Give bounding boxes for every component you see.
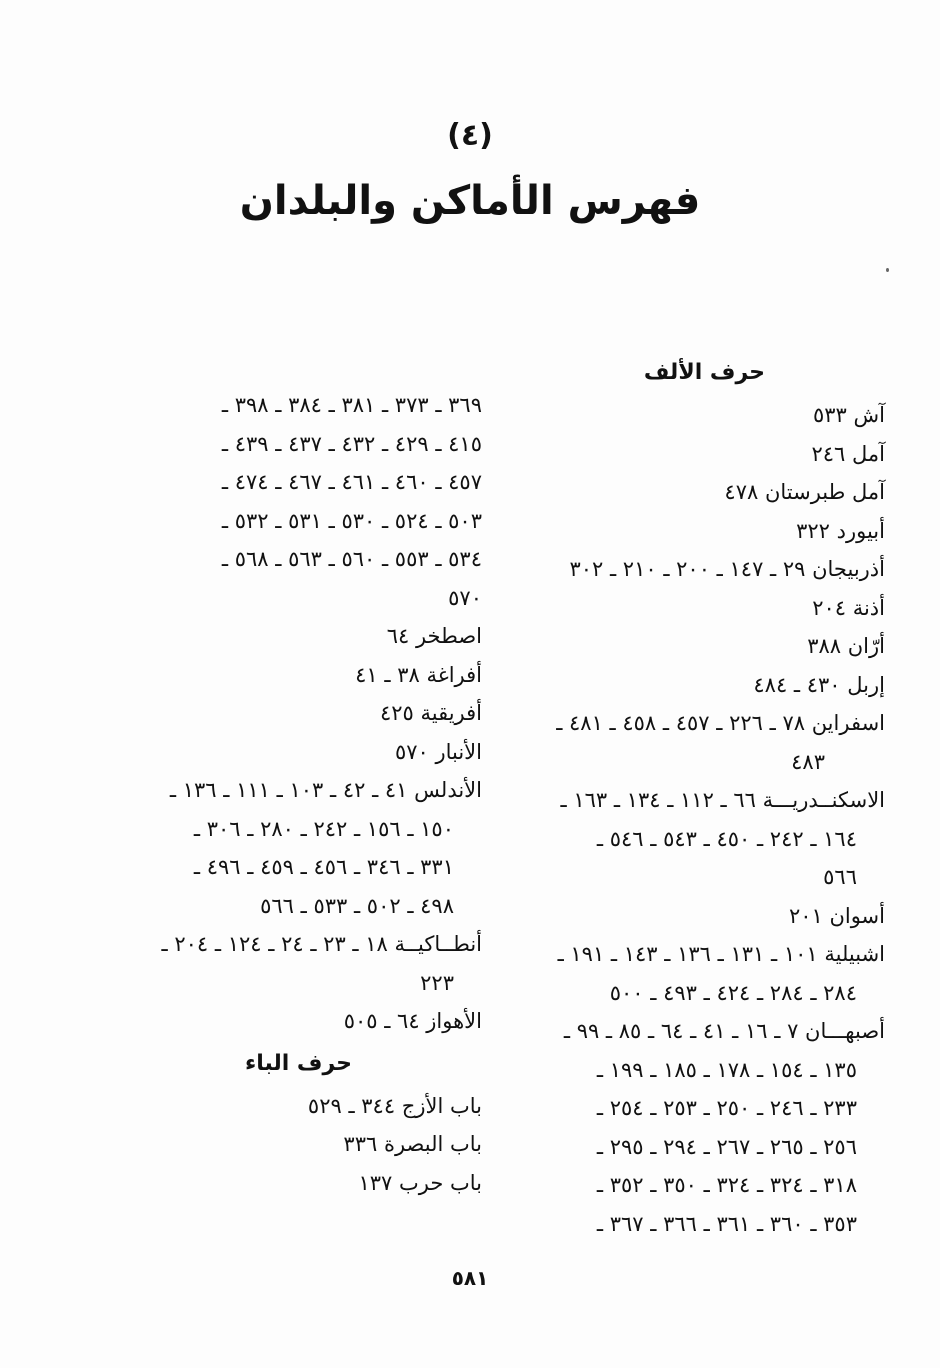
index-entry-continuation: ١٣٥ ـ ١٥٤ ـ ١٧٨ ـ ١٨٥ ـ ١٩٩ ـ <box>596 1057 857 1082</box>
index-entry: باب البصرة ٣٣٦ <box>343 1132 482 1156</box>
index-entry-continuation: ٢٣٣ ـ ٢٤٦ ـ ٢٥٠ ـ ٢٥٣ ـ ٢٥٤ ـ <box>596 1096 857 1120</box>
index-entry: الأهواز ٦٤ ـ ٥٠٥ <box>343 1009 482 1033</box>
right-column <box>525 350 885 1243</box>
index-entry-continuation: ٥٠٣ ـ ٥٢٤ ـ ٥٣٠ ـ ٥٣١ ـ ٥٣٢ ـ <box>221 508 482 533</box>
index-entry-continuation: ١٦٤ ـ ٢٤٢ ـ ٤٥٠ ـ ٥٤٣ ـ ٥٤٦ ـ <box>596 826 857 851</box>
section-title-alif: حرف الألف <box>643 360 765 385</box>
index-entry-continuation: ٥٣٤ ـ ٥٥٣ ـ ٥٦٠ ـ ٥٦٣ ـ ٥٦٨ ـ <box>221 547 482 571</box>
index-entry-continuation: ١٥٠ ـ ١٥٦ ـ ٢٤٢ ـ ٢٨٠ ـ ٣٠٦ ـ <box>193 816 454 841</box>
index-entry: اشبيلية ١٠١ ـ ١٣١ ـ ١٣٦ ـ ١٤٣ ـ ١٩١ ـ <box>557 942 885 966</box>
index-entry-continuation: ٣٦٩ ـ ٣٧٣ ـ ٣٨١ ـ ٣٨٤ ـ ٣٩٨ ـ <box>221 393 482 417</box>
index-entry: باب الأزج ٣٤٤ ـ ٥٢٩ <box>307 1093 482 1118</box>
index-entry-continuation: ٢٨٤ ـ ٢٨٤ ـ ٤٢٤ ـ ٤٩٣ ـ ٥٠٠ <box>609 980 857 1005</box>
index-entry-continuation: ٤٩٨ ـ ٥٠٢ ـ ٥٣٣ ـ ٥٦٦ <box>260 893 454 918</box>
index-entry-continuation: ٥٦٦ <box>823 865 857 889</box>
page-title: فهرس الأماكن والبلدان <box>239 178 701 224</box>
index-entry-continuation: ٤٥٧ ـ ٤٦٠ ـ ٤٦١ ـ ٤٦٧ ـ ٤٧٤ ـ <box>221 470 482 494</box>
index-entry: أصبهـــان ٧ ـ ١٦ ـ ٤١ ـ ٦٤ ـ ٨٥ ـ ٩٩ ـ <box>563 1019 885 1043</box>
index-entry: الأندلس ٤١ ـ ٤٢ ـ ١٠٣ ـ ١١١ ـ ١٣٦ ـ <box>169 778 482 802</box>
index-entry-continuation: ٥٧٠ <box>448 585 482 610</box>
index-entry: أرّان ٣٨٨ <box>807 634 885 658</box>
index-entry-continuation: ٢٢٣ <box>420 970 454 995</box>
index-entry: أبيورد ٣٢٢ <box>796 518 885 543</box>
index-entry: آمل طبرستان ٤٧٨ <box>724 480 885 504</box>
index-entry-continuation: ٣٥٣ ـ ٣٦٠ ـ ٣٦١ ـ ٣٦٦ ـ ٣٦٧ ـ <box>596 1211 857 1236</box>
left-column <box>125 386 482 1202</box>
scan-speck <box>886 268 889 272</box>
index-entry: أسوان ٢٠١ <box>788 903 885 928</box>
index-entry-continuation: ٣٣١ ـ ٣٤٦ ـ ٤٥٦ ـ ٤٥٩ ـ ٤٩٦ ـ <box>193 855 454 879</box>
index-entry: أفريقية ٤٢٥ <box>379 701 482 725</box>
index-entry-continuation: ٤٨٣ <box>791 749 825 774</box>
index-entry: باب حرب ١٣٧ <box>358 1170 482 1195</box>
index-entry: اصطخر ٦٤ <box>386 624 482 648</box>
index-entry: إربل ٤٣٠ ـ ٤٨٤ <box>753 672 885 697</box>
index-entry: آمل ٢٤٦ <box>811 441 885 466</box>
index-entry: الأنبار ٥٧٠ <box>394 739 482 764</box>
index-entry: أفراغة ٣٨ ـ ٤١ <box>355 662 482 687</box>
index-entry: آش ٥٣٣ <box>813 403 885 427</box>
page-number: ٥٨١ <box>451 1266 489 1290</box>
index-entry: أذربيجان ٢٩ ـ ١٤٧ ـ ٢٠٠ ـ ٢١٠ ـ ٣٠٢ <box>569 557 885 581</box>
index-entry-continuation: ٢٥٦ ـ ٢٦٥ ـ ٢٦٧ ـ ٢٩٤ ـ ٢٩٥ ـ <box>596 1134 857 1159</box>
index-entry: أذنة ٢٠٤ <box>812 595 885 620</box>
index-entry-continuation: ٣١٨ ـ ٣٢٤ ـ ٣٢٤ ـ ٣٥٠ ـ ٣٥٢ ـ <box>596 1173 857 1197</box>
index-entry: اسفراين ٧٨ ـ ٢٢٦ ـ ٤٥٧ ـ ٤٥٨ ـ ٤٨١ ـ <box>556 711 885 735</box>
index-entry: الاسكنــدريـــة ٦٦ ـ ١١٢ ـ ١٣٤ ـ ١٦٣ ـ <box>560 788 885 812</box>
chapter-number: (٤) <box>447 118 493 153</box>
index-entry-continuation: ٤١٥ ـ ٤٢٩ ـ ٤٣٢ ـ ٤٣٧ ـ ٤٣٩ ـ <box>221 431 482 456</box>
section-title-ba: حرف الباء <box>244 1050 352 1076</box>
index-entry: أنطــاكيــة ١٨ ـ ٢٣ ـ ٢٤ ـ ١٢٤ ـ ٢٠٤ ـ <box>161 932 482 956</box>
